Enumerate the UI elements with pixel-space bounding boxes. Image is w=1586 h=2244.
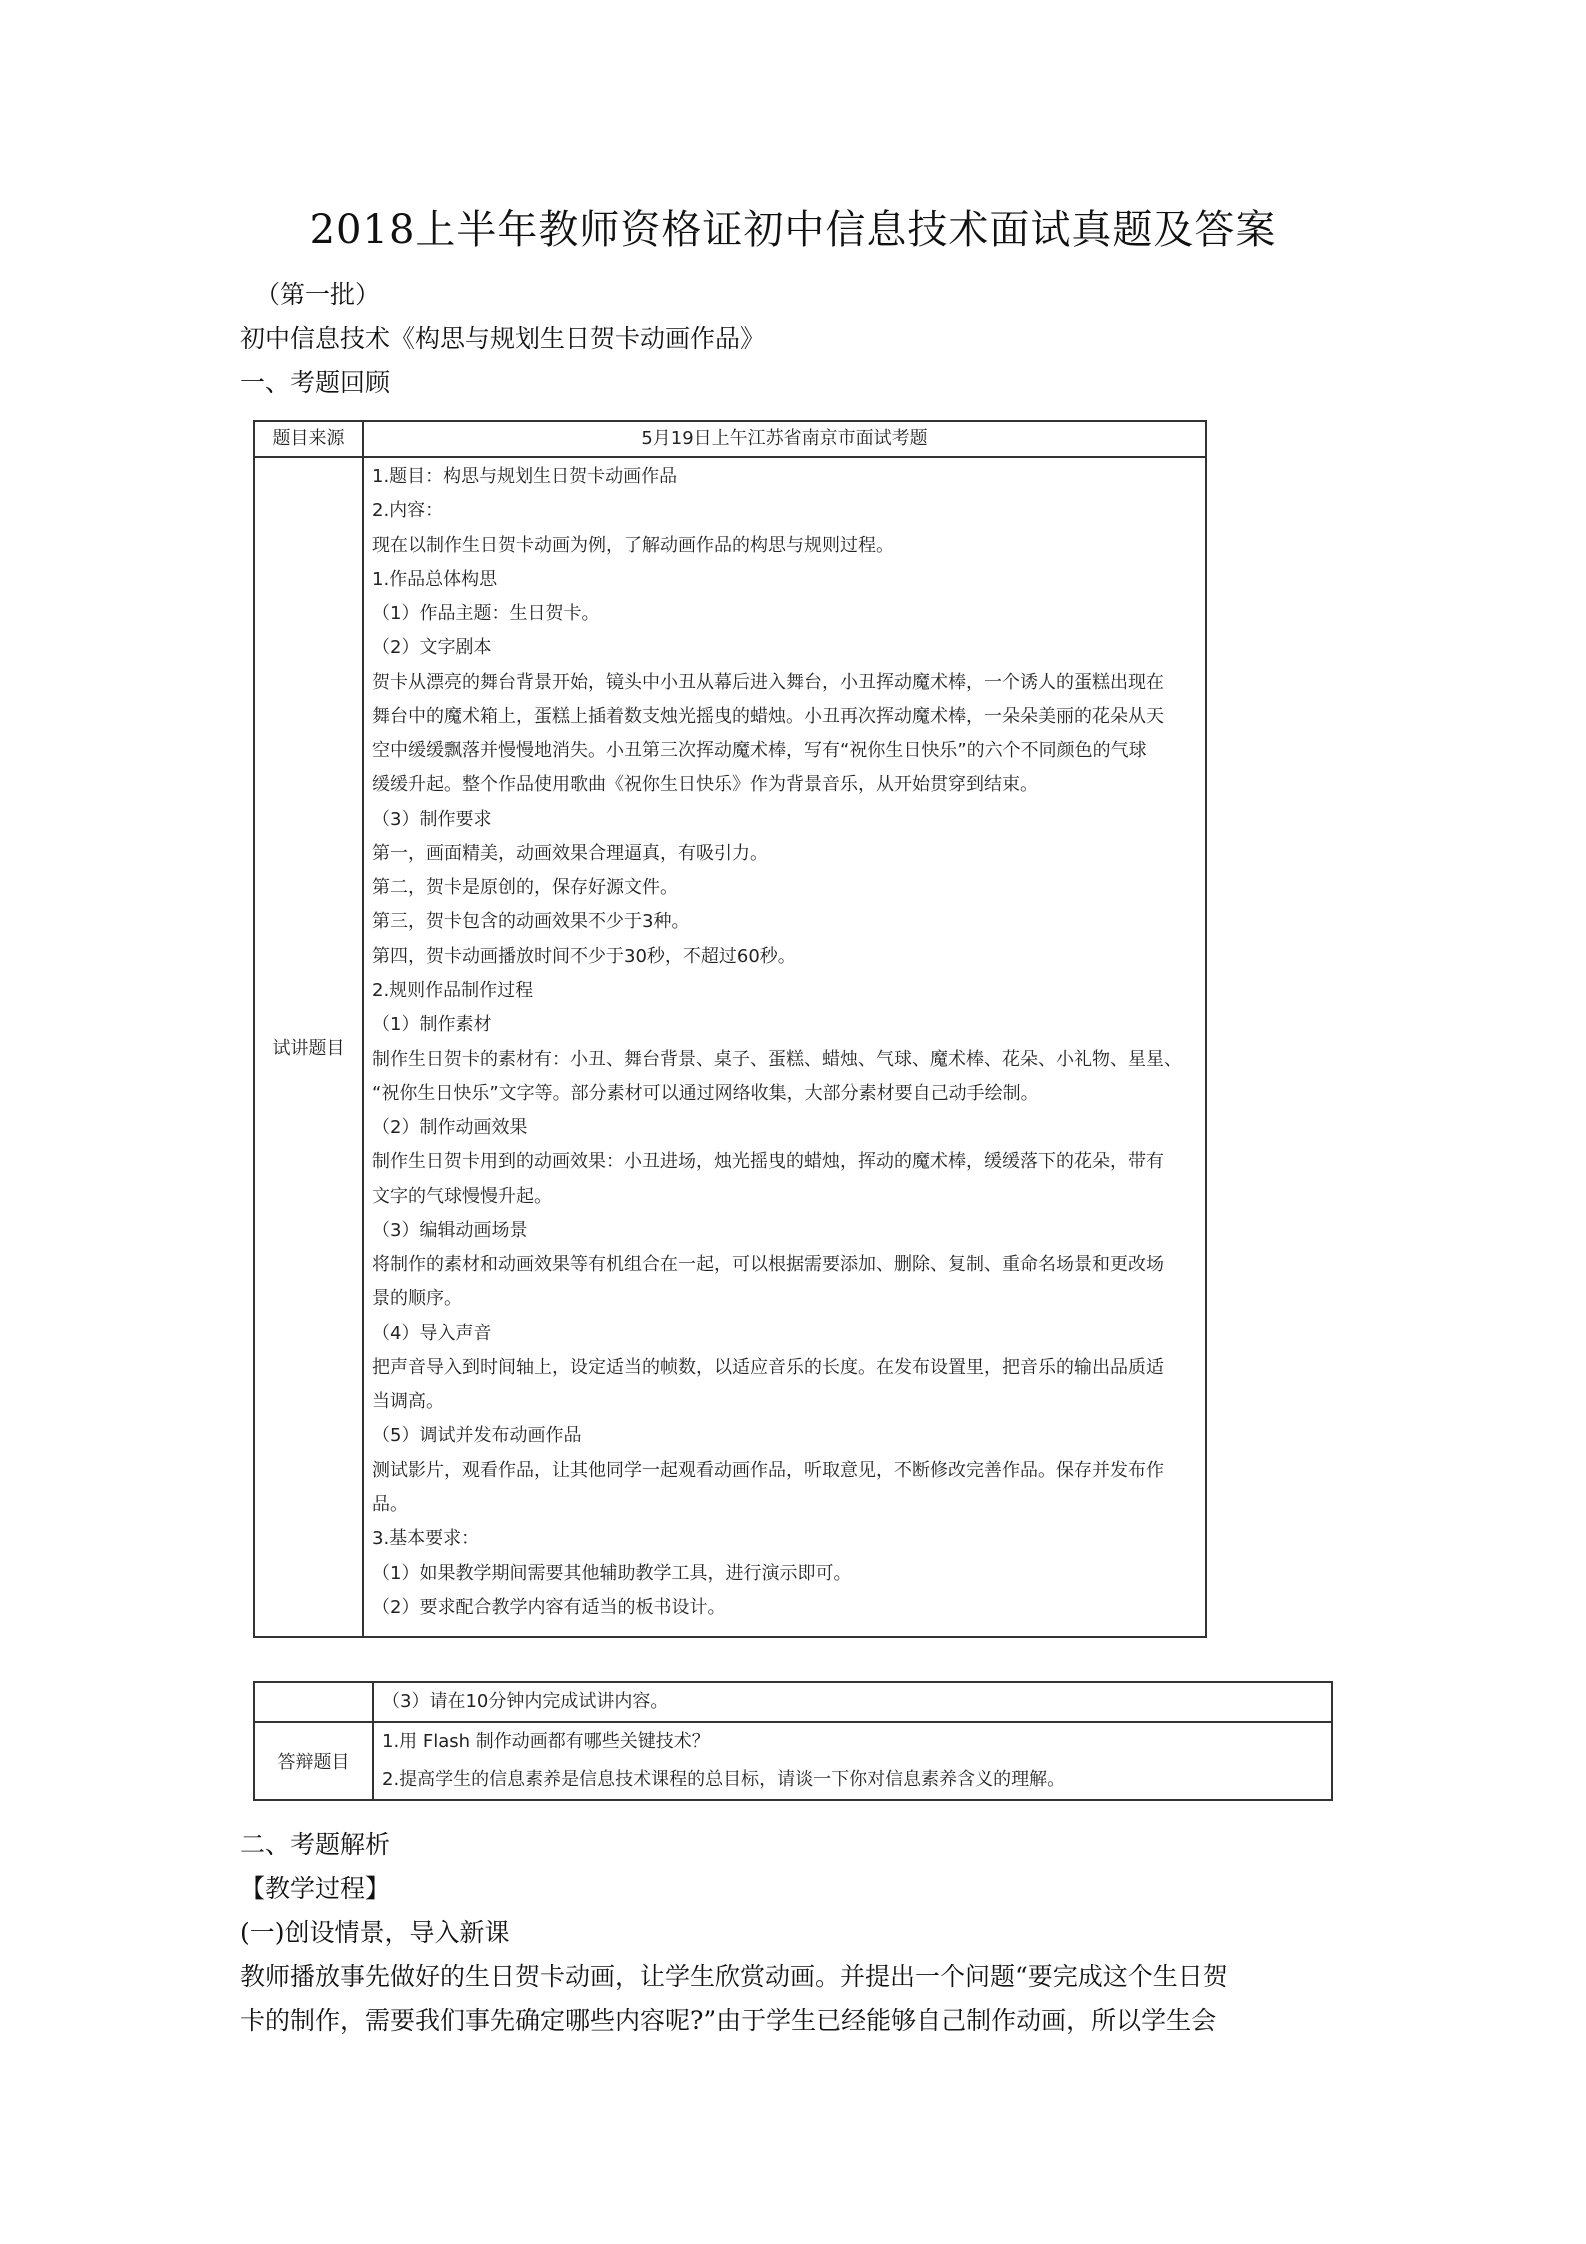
table-text-line: 1.作品总体构思 — [372, 568, 498, 590]
defense-table — [253, 1681, 1333, 1801]
table-text-line: 制作生日贺卡用到的动画效果：小丑进场，烛光摇曳的蜡烛，挥动的魔术棒，缓缓落下的花朵，带有 — [372, 1151, 1164, 1173]
document-title: 2018上半年教师资格证初中信息技术面试真题及答案 — [309, 207, 1277, 253]
lecture-topic-content — [372, 460, 1197, 1625]
defense-label: 答辩题目 — [277, 1752, 350, 1773]
table-text-line: 测试影片，观看作品，让其他同学一起观看动画作品，听取意见，不断修改完善作品。保存并发布作 — [372, 1459, 1164, 1481]
table-text-line: （1）作品主题：生日贺卡。 — [372, 603, 600, 625]
table-text-line: 制作生日贺卡的素材有：小丑、舞台背景、桌子、蛋糕、蜡烛、气球、魔术棒、花朵、小礼物、星星、 — [372, 1048, 1182, 1070]
table-text-line: 现在以制作生日贺卡动画为例，了解动画作品的构思与规则过程。 — [372, 534, 894, 556]
defense-question-1: 1.用 Flash 制作动画都有哪些关键技术？ — [382, 1731, 710, 1752]
table-text-line: 品。 — [372, 1493, 408, 1515]
defense-question-2: 2.提高学生的信息素养是信息技术课程的总目标，请谈一下你对信息素养含义的理解。 — [382, 1769, 1066, 1790]
step-heading: (一)创设情景，导入新课 — [240, 1918, 510, 1947]
teaching-process-heading: 【教学过程】 — [240, 1874, 391, 1903]
table-text-line: （4）导入声音 — [372, 1322, 492, 1344]
table-text-line: （2）要求配合教学内容有适当的板书设计。 — [372, 1596, 726, 1618]
table-text-line: （1）制作素材 — [372, 1014, 492, 1036]
table-text-line: 第三，贺卡包含的动画效果不少于3种。 — [372, 911, 690, 933]
table-text-line: 文字的气球慢慢升起。 — [372, 1185, 552, 1207]
batch-label: （第一批） — [255, 280, 381, 309]
table-text-line: （5）调试并发布动画作品 — [372, 1425, 582, 1447]
table-text-line: 空中缓缓飘落并慢慢地消失。小丑第三次挥动魔术棒，写有“祝你生日快乐”的六个不同颜色的气球 — [372, 740, 1147, 762]
paragraph-line: 卡的制作，需要我们事先确定哪些内容呢?”由于学生已经能够自己制作动画，所以学生会 — [240, 2006, 1217, 2035]
table-text-line: （2）文字剧本 — [372, 637, 492, 659]
table-text-line: （2）制作动画效果 — [372, 1117, 528, 1139]
table-column-divider — [362, 422, 364, 1636]
table-text-line: 第一，画面精美，动画效果合理逼真，有吸引力。 — [372, 842, 768, 864]
table-text-line: 3.基本要求： — [372, 1528, 480, 1550]
subject-line: 初中信息技术《构思与规划生日贺卡动画作品》 — [240, 324, 766, 353]
exam-table — [253, 420, 1207, 1638]
table-text-line: 第二，贺卡是原创的，保存好源文件。 — [372, 877, 678, 899]
table-text-line: 当调高。 — [372, 1391, 444, 1413]
table-text-line: 2.规则作品制作过程 — [372, 979, 534, 1001]
table-text-line: 景的顺序。 — [372, 1288, 462, 1310]
table-text-line: 缓缓升起。整个作品使用歌曲《祝你生日快乐》作为背景音乐，从开始贯穿到结束。 — [372, 774, 1038, 796]
paragraph-line: 教师播放事先做好的生日贺卡动画，让学生欣赏动画。并提出一个问题“要完成这个生日贺 — [240, 1962, 1228, 1991]
table-text-line: “祝你生日快乐”文字等。部分素材可以通过网络收集，大部分素材要自己动手绘制。 — [372, 1082, 1039, 1104]
time-requirement: （3）请在10分钟内完成试讲内容。 — [382, 1691, 669, 1712]
table-text-line: （3）制作要求 — [372, 808, 492, 830]
table-text-line: 把声音导入到时间轴上，设定适当的帧数，以适应音乐的长度。在发布设置里，把音乐的输出品质适 — [372, 1356, 1164, 1378]
table-text-line: 第四，贺卡动画播放时间不少于30秒，不超过60秒。 — [372, 945, 796, 967]
source-label: 题目来源 — [272, 428, 345, 449]
table-column-divider — [372, 1683, 374, 1799]
table-text-line: （3）编辑动画场景 — [372, 1219, 528, 1241]
table-text-line: 舞台中的魔术箱上，蛋糕上插着数支烛光摇曳的蜡烛。小丑再次挥动魔术棒，一朵朵美丽的花朵从天 — [372, 705, 1164, 727]
source-value: 5月19日上午江苏省南京市面试考题 — [641, 428, 928, 449]
table-text-line: 贺卡从漂亮的舞台背景开始，镜头中小丑从幕后进入舞台，小丑挥动魔术棒，一个诱人的蛋糕出现在 — [372, 671, 1164, 693]
section-heading-review: 一、考题回顾 — [240, 368, 391, 397]
table-text-line: 将制作的素材和动画效果等有机组合在一起，可以根据需要添加、删除、复制、重命名场景和更改场 — [372, 1254, 1164, 1276]
table-text-line: 1.题目：构思与规划生日贺卡动画作品 — [372, 466, 678, 487]
lecture-topic-label: 试讲题目 — [272, 1038, 345, 1059]
table-text-line: （1）如果教学期间需要其他辅助教学工具，进行演示即可。 — [372, 1562, 852, 1584]
table-text-line: 2.内容： — [372, 500, 444, 522]
section-heading-analysis: 二、考题解析 — [240, 1830, 391, 1859]
